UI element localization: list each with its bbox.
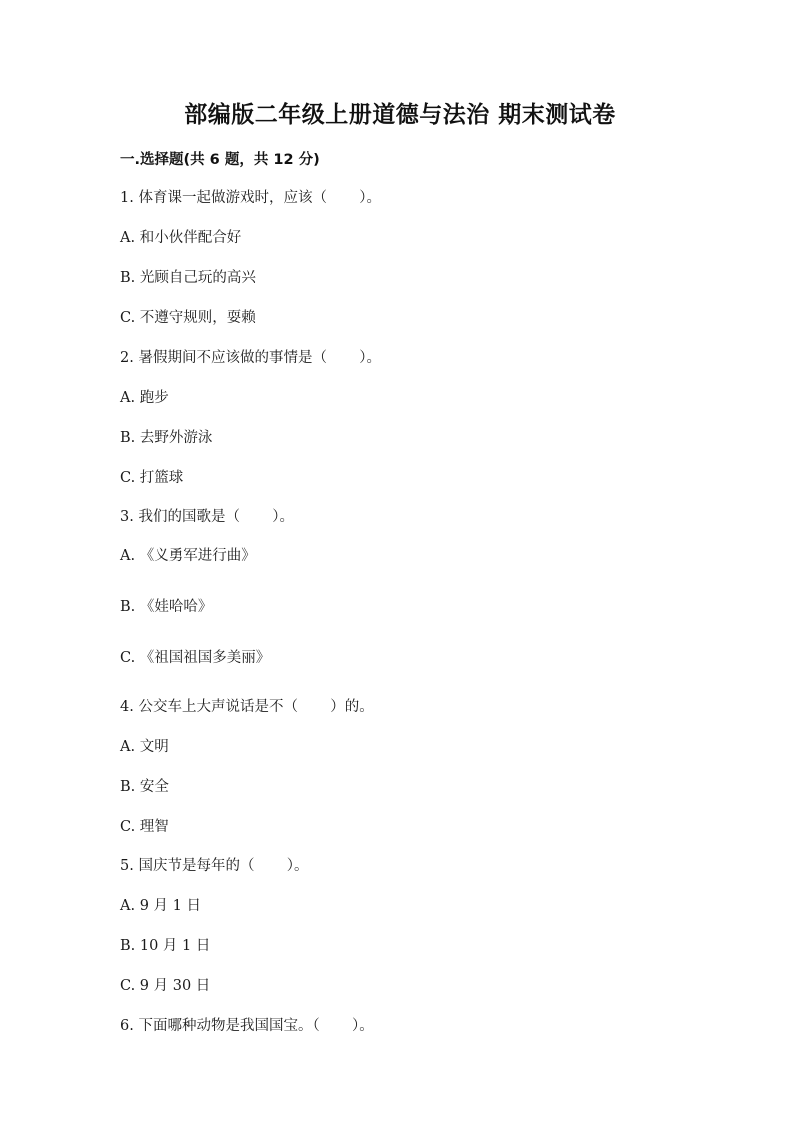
question-1-option-b: B. 光顾自己玩的高兴: [120, 270, 256, 286]
question-2-stem: 2. 暑假期间不应该做的事情是（ ）。: [120, 350, 381, 366]
question-3-option-b: B. 《娃哈哈》: [120, 599, 213, 615]
question-5-option-b: B. 10 月 1 日: [120, 938, 211, 954]
question-5-option-a: A. 9 月 1 日: [120, 898, 201, 914]
question-4-option-c: C. 理智: [120, 819, 169, 835]
question-3-stem: 3. 我们的国歌是（ ）。: [120, 509, 294, 525]
question-5-stem: 5. 国庆节是每年的（ ）。: [120, 858, 309, 874]
question-2-option-c: C. 打篮球: [120, 470, 184, 486]
exam-title: 部编版二年级上册道德与法治 期末测试卷: [184, 102, 616, 128]
question-2-option-a: A. 跑步: [120, 390, 169, 406]
question-1-stem: 1. 体育课一起做游戏时，应该（ ）。: [120, 190, 381, 206]
section-heading: 一.选择题(共 6 题，共 12 分): [120, 152, 320, 168]
question-5-option-c: C. 9 月 30 日: [120, 978, 211, 994]
question-4-option-b: B. 安全: [120, 779, 169, 795]
question-2-option-b: B. 去野外游泳: [120, 430, 213, 446]
question-1-option-a: A. 和小伙伴配合好: [120, 230, 242, 246]
question-6-stem: 6. 下面哪种动物是我国国宝。（ ）。: [120, 1018, 374, 1034]
question-1-option-c: C. 不遵守规则，耍赖: [120, 310, 256, 326]
question-4-stem: 4. 公交车上大声说话是不（ ）的。: [120, 699, 374, 715]
question-3-option-c: C. 《祖国祖国多美丽》: [120, 650, 271, 666]
question-4-option-a: A. 文明: [120, 739, 169, 755]
question-3-option-a: A. 《义勇军进行曲》: [120, 548, 256, 564]
